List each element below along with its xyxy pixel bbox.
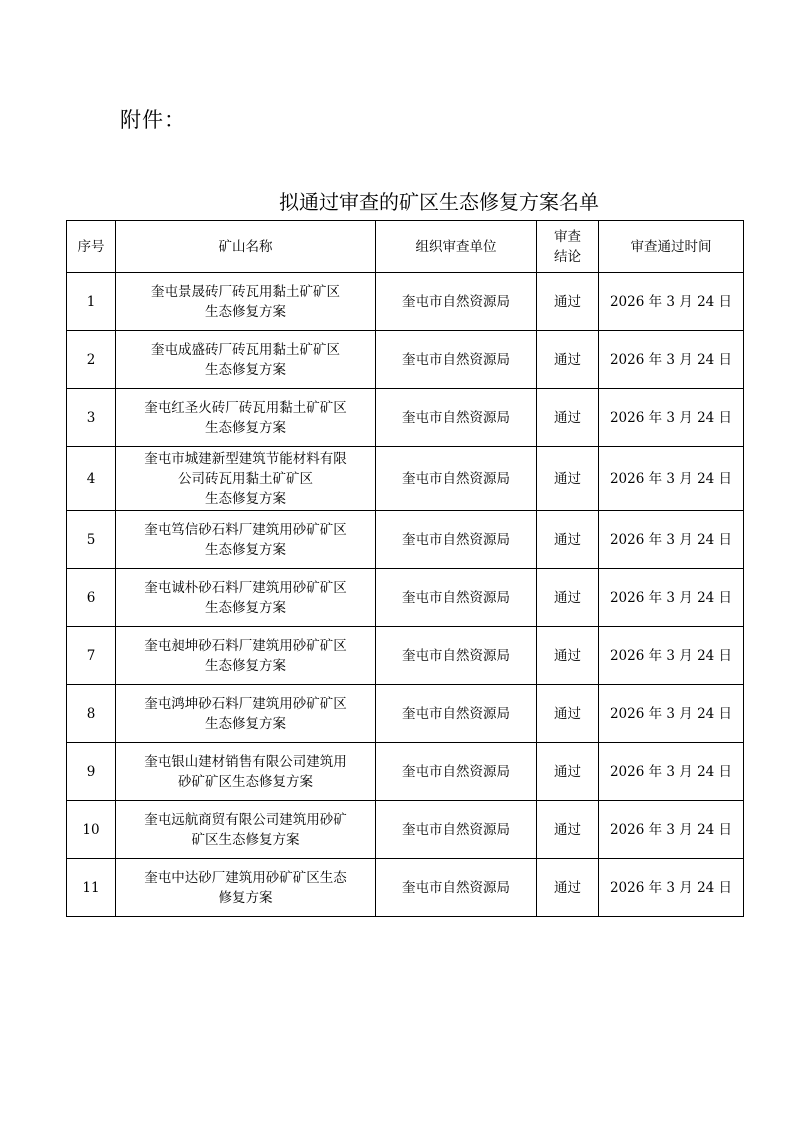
review-unit-cell: 奎屯市自然资源局 xyxy=(376,273,537,331)
review-unit-cell: 奎屯市自然资源局 xyxy=(376,511,537,569)
row-number: 7 xyxy=(67,627,116,685)
review-result-cell: 通过 xyxy=(537,447,599,511)
row-number: 3 xyxy=(67,389,116,447)
mine-name-cell: 奎屯昶坤砂石料厂建筑用砂矿矿区 生态修复方案 xyxy=(116,627,376,685)
table-row xyxy=(67,859,744,917)
approval-time-cell: 2026 年 3 月 24 日 xyxy=(599,859,744,917)
review-unit-cell: 奎屯市自然资源局 xyxy=(376,801,537,859)
mine-name-cell: 奎屯鸿坤砂石料厂建筑用砂矿矿区 生态修复方案 xyxy=(116,685,376,743)
table-body xyxy=(67,273,744,917)
review-unit-cell: 奎屯市自然资源局 xyxy=(376,743,537,801)
row-number: 9 xyxy=(67,743,116,801)
review-result-cell: 通过 xyxy=(537,859,599,917)
mine-name-cell: 奎屯市城建新型建筑节能材料有限 公司砖瓦用黏土矿矿区 生态修复方案 xyxy=(116,447,376,511)
row-number: 1 xyxy=(67,273,116,331)
approval-time-cell: 2026 年 3 月 24 日 xyxy=(599,273,744,331)
row-number: 10 xyxy=(67,801,116,859)
row-number: 5 xyxy=(67,511,116,569)
review-result-cell: 通过 xyxy=(537,685,599,743)
table-row xyxy=(67,511,744,569)
approval-time-cell: 2026 年 3 月 24 日 xyxy=(599,331,744,389)
mine-name-cell: 奎屯景晟砖厂砖瓦用黏土矿矿区 生态修复方案 xyxy=(116,273,376,331)
mine-name-cell: 奎屯笃信砂石料厂建筑用砂矿矿区 生态修复方案 xyxy=(116,511,376,569)
header-mine-name: 矿山名称 xyxy=(116,221,376,273)
review-result-cell: 通过 xyxy=(537,273,599,331)
approval-time-cell: 2026 年 3 月 24 日 xyxy=(599,447,744,511)
review-result-cell: 通过 xyxy=(537,743,599,801)
review-unit-cell: 奎屯市自然资源局 xyxy=(376,569,537,627)
table-row xyxy=(67,627,744,685)
row-number: 6 xyxy=(67,569,116,627)
mine-name-cell: 奎屯中达砂厂建筑用砂矿矿区生态 修复方案 xyxy=(116,859,376,917)
review-unit-cell: 奎屯市自然资源局 xyxy=(376,859,537,917)
table-row xyxy=(67,447,744,511)
table-row xyxy=(67,273,744,331)
review-unit-cell: 奎屯市自然资源局 xyxy=(376,331,537,389)
approval-time-cell: 2026 年 3 月 24 日 xyxy=(599,685,744,743)
review-result-cell: 通过 xyxy=(537,511,599,569)
mine-name-cell: 奎屯银山建材销售有限公司建筑用 砂矿矿区生态修复方案 xyxy=(116,743,376,801)
table-row xyxy=(67,801,744,859)
review-result-cell: 通过 xyxy=(537,389,599,447)
mine-name-cell: 奎屯红圣火砖厂砖瓦用黏土矿矿区 生态修复方案 xyxy=(116,389,376,447)
row-number: 2 xyxy=(67,331,116,389)
mine-name-cell: 奎屯成盛砖厂砖瓦用黏土矿矿区 生态修复方案 xyxy=(116,331,376,389)
approval-list-table xyxy=(66,220,744,917)
review-result-cell: 通过 xyxy=(537,801,599,859)
review-unit-cell: 奎屯市自然资源局 xyxy=(376,685,537,743)
review-unit-cell: 奎屯市自然资源局 xyxy=(376,447,537,511)
table-row xyxy=(67,685,744,743)
approval-time-cell: 2026 年 3 月 24 日 xyxy=(599,569,744,627)
review-result-cell: 通过 xyxy=(537,569,599,627)
review-result-cell: 通过 xyxy=(537,627,599,685)
header-no: 序号 xyxy=(67,221,116,273)
review-result-cell: 通过 xyxy=(537,331,599,389)
mine-name-cell: 奎屯远航商贸有限公司建筑用砂矿 矿区生态修复方案 xyxy=(116,801,376,859)
approval-time-cell: 2026 年 3 月 24 日 xyxy=(599,801,744,859)
mine-name-cell: 奎屯诚朴砂石料厂建筑用砂矿矿区 生态修复方案 xyxy=(116,569,376,627)
row-number: 8 xyxy=(67,685,116,743)
row-number: 11 xyxy=(67,859,116,917)
review-unit-cell: 奎屯市自然资源局 xyxy=(376,627,537,685)
review-unit-cell: 奎屯市自然资源局 xyxy=(376,389,537,447)
approval-time-cell: 2026 年 3 月 24 日 xyxy=(599,511,744,569)
attachment-label: 附件： xyxy=(120,108,186,132)
table-row xyxy=(67,389,744,447)
approval-time-cell: 2026 年 3 月 24 日 xyxy=(599,627,744,685)
row-number: 4 xyxy=(67,447,116,511)
table-row xyxy=(67,743,744,801)
approval-time-cell: 2026 年 3 月 24 日 xyxy=(599,389,744,447)
table-header-row xyxy=(67,221,744,273)
table-row xyxy=(67,331,744,389)
table-row xyxy=(67,569,744,627)
approval-time-cell: 2026 年 3 月 24 日 xyxy=(599,743,744,801)
header-review-result: 审查 结论 xyxy=(537,221,599,273)
document-title: 拟通过审查的矿区生态修复方案名单 xyxy=(279,190,599,214)
header-approval-time: 审查通过时间 xyxy=(599,221,744,273)
header-review-unit: 组织审查单位 xyxy=(376,221,537,273)
